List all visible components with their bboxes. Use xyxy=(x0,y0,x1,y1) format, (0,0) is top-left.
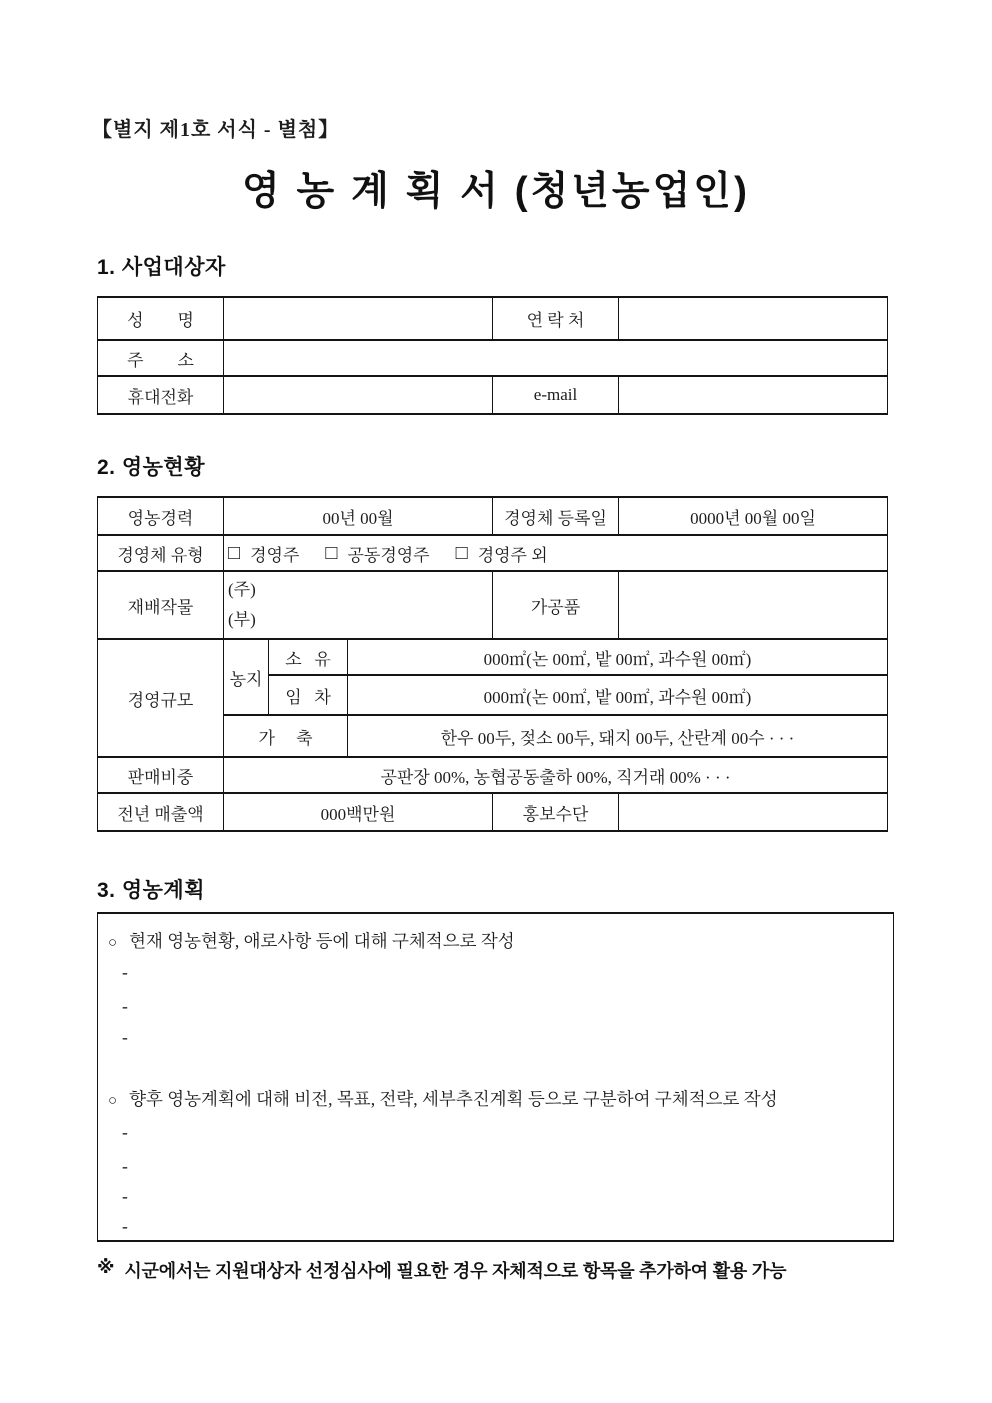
plan-bullet-1 xyxy=(98,928,903,953)
promotion-label: 홍보수단 xyxy=(493,793,619,831)
plan-dash: - xyxy=(122,996,128,1016)
plan-dash: - xyxy=(122,1027,128,1047)
checkbox-icon: □ xyxy=(228,542,241,564)
prev-sales-value: 000백만원 xyxy=(224,793,493,831)
section2-heading: 2. 영농현황 xyxy=(97,456,205,479)
career-value: 00년 00월 xyxy=(224,497,493,535)
entity-option xyxy=(456,541,548,566)
regdate-value: 0000년 00월 00일 xyxy=(619,497,888,535)
scale-label: 경영규모 xyxy=(98,639,224,757)
entity-options-row xyxy=(228,541,883,566)
table-row xyxy=(98,340,888,376)
table-row xyxy=(98,571,888,639)
processed-goods-label: 가공품 xyxy=(493,571,619,639)
processed-goods-value-cell xyxy=(619,571,888,639)
career-label: 영농경력 xyxy=(98,497,224,535)
form-reference-label: 【별지 제1호 서식 - 별첨】 xyxy=(92,119,340,141)
farming-status-table xyxy=(97,496,888,832)
crops-value-cell xyxy=(224,571,493,639)
table-row xyxy=(98,757,888,793)
address-label: 주 소 xyxy=(98,340,224,376)
farming-plan-box xyxy=(97,912,894,1242)
plan-dash: - xyxy=(122,1216,128,1236)
livestock-label: 가 축 xyxy=(224,715,348,757)
name-value-cell xyxy=(224,297,493,340)
plan-bullet-2-text: 향후 영농계획에 대해 비전, 목표, 전략, 세부추진계획 등으로 구분하여 구체적으로 작성 xyxy=(129,1089,778,1109)
section1-heading: 1. 사업대상자 xyxy=(97,256,226,279)
crops-sub-line: (부) xyxy=(228,610,256,629)
checkbox-icon: □ xyxy=(325,542,338,564)
sales-ratio-value: 공판장 00%, 농협공동출하 00%, 직거래 00% · · · xyxy=(224,757,888,793)
name-label: 성 명 xyxy=(98,297,224,340)
table-row xyxy=(98,639,888,675)
entity-option xyxy=(228,541,299,566)
plan-dash: - xyxy=(122,962,128,982)
circle-bullet-icon: ○ xyxy=(108,935,118,951)
table-row xyxy=(98,793,888,831)
contact-label: 연 락 처 xyxy=(493,297,619,340)
email-value-cell xyxy=(619,376,888,414)
contact-value-cell xyxy=(619,297,888,340)
promotion-value-cell xyxy=(619,793,888,831)
footnote-text: 시군에서는 지원대상자 선정심사에 필요한 경우 자체적으로 항목을 추가하여 활용 가능 xyxy=(124,1261,787,1281)
owned-label: 소 유 xyxy=(269,639,348,675)
plan-bullet-2 xyxy=(98,1086,903,1111)
plan-dash: - xyxy=(122,1186,128,1206)
table-row xyxy=(98,535,888,571)
entity-type-label: 경영체 유형 xyxy=(98,535,224,571)
owned-value: 000㎡(논 00㎡, 밭 00㎡, 과수원 00㎡) xyxy=(348,639,888,675)
regdate-label: 경영체 등록일 xyxy=(493,497,619,535)
prev-sales-label: 전년 매출액 xyxy=(98,793,224,831)
sales-ratio-label: 판매비중 xyxy=(98,757,224,793)
table-row xyxy=(98,376,888,414)
entity-option-label: 경영주 외 xyxy=(477,545,548,565)
crops-main-line: (주) xyxy=(228,580,256,600)
table-row xyxy=(98,297,888,340)
leased-value: 000㎡(논 00㎡, 밭 00㎡, 과수원 00㎡) xyxy=(348,675,888,715)
farmland-label: 농지 xyxy=(224,639,269,715)
livestock-value: 한우 00두, 젖소 00두, 돼지 00두, 산란계 00수 · · · xyxy=(348,715,888,757)
leased-label: 임 차 xyxy=(269,675,348,715)
circle-bullet-icon: ○ xyxy=(108,1093,118,1109)
page-title: 영 농 계 획 서 (청년농업인) xyxy=(242,170,750,213)
plan-dash: - xyxy=(122,1122,128,1142)
mobile-label: 휴대전화 xyxy=(98,376,224,414)
crops-label: 재배작물 xyxy=(98,571,224,639)
plan-dash: - xyxy=(122,1156,128,1176)
reference-mark-icon: ※ xyxy=(97,1257,115,1277)
entity-option-label: 공동경영주 xyxy=(347,545,430,565)
address-value-cell xyxy=(224,340,888,376)
entity-option xyxy=(325,541,429,566)
plan-bullet-1-text: 현재 영농현황, 애로사항 등에 대해 구체적으로 작성 xyxy=(129,931,515,951)
mobile-value-cell xyxy=(224,376,493,414)
email-label: e-mail xyxy=(493,376,619,414)
entity-option-label: 경영주 xyxy=(250,545,300,565)
table-row xyxy=(98,497,888,535)
applicant-table xyxy=(97,296,888,415)
footnote xyxy=(97,1257,907,1283)
entity-type-options-cell xyxy=(224,535,888,571)
section3-heading: 3. 영농계획 xyxy=(97,879,205,902)
checkbox-icon: □ xyxy=(455,542,468,564)
